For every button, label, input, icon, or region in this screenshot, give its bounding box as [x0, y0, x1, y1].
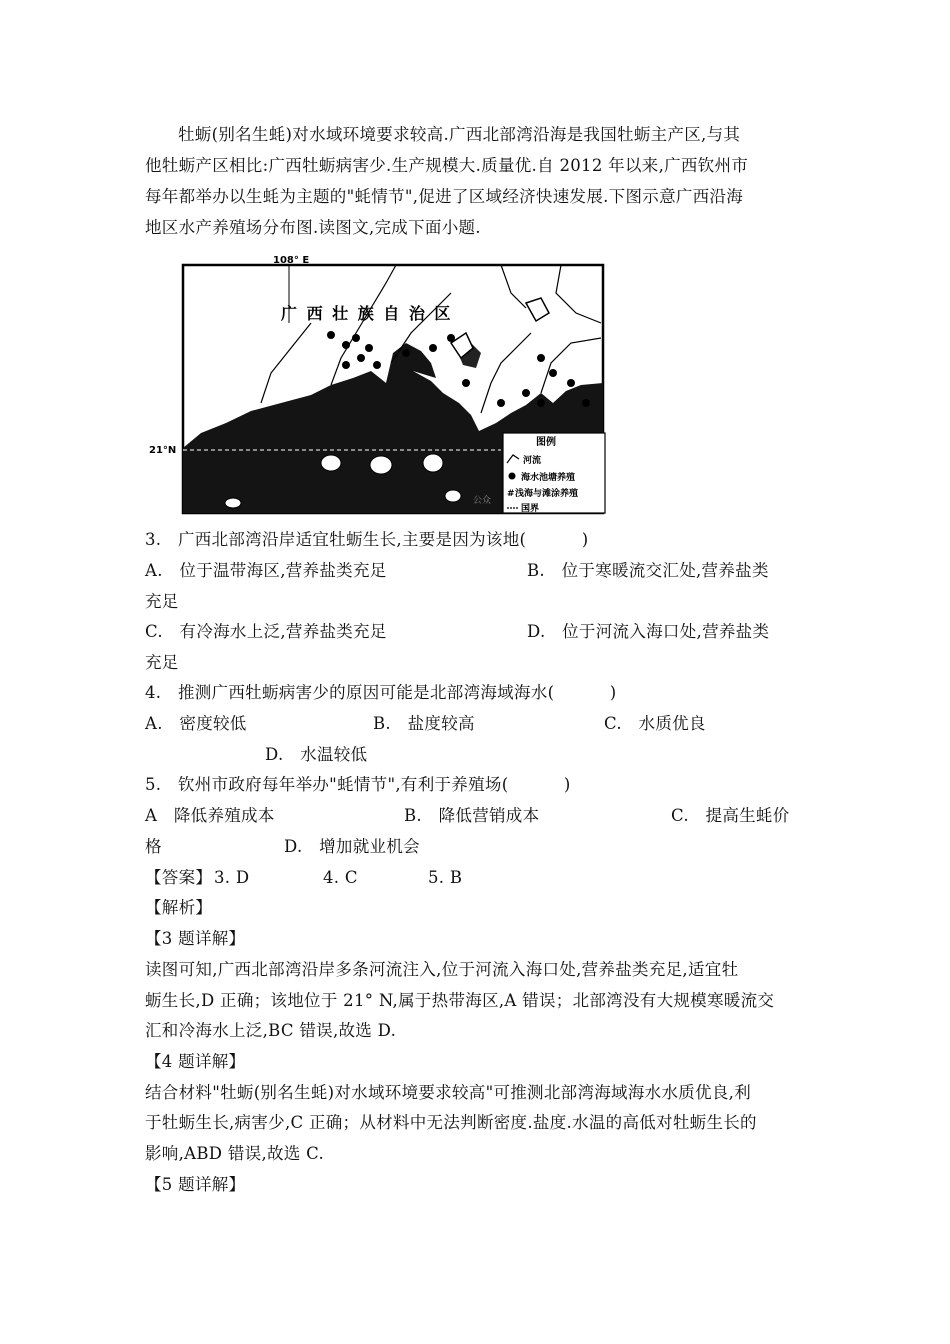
q4-option-c: C. 水质优良 [604, 714, 706, 733]
q3-option-c: C. 有冷海水上泛,营养盐类充足 [145, 622, 387, 641]
q5-option-a: A 降低养殖成本 [145, 806, 275, 825]
legend-pond: 海水池塘养殖 [521, 473, 576, 483]
q3-option-d-wrap: 充足 [145, 653, 179, 672]
longitude-label: 108° E [273, 255, 310, 266]
detail-4-title: 【4 题详解】 [145, 1052, 246, 1071]
q4-option-a: A. 密度较低 [145, 714, 247, 733]
answer-3: 3. D [214, 868, 250, 887]
q4-stem: 4. 推测广西牡蛎病害少的原因可能是北部湾海域海水( ) [145, 683, 617, 702]
detail-4-line-3: 影响,ABD 错误,故选 C. [145, 1144, 325, 1163]
answer-5: 5. B [428, 868, 463, 887]
q5-option-c: C. 提高生蚝价 [671, 806, 790, 825]
legend-river: 河流 [523, 456, 542, 466]
q3-option-a: A. 位于温带海区,营养盐类充足 [145, 561, 387, 580]
analysis-label: 【解析】 [145, 898, 213, 917]
detail-3-line-2: 蛎生长,D 正确；该地位于 21° N,属于热带海区,A 错误；北部湾没有大规模寒暖流交 [145, 991, 775, 1010]
answer-4: 4. C [323, 868, 358, 887]
q3-option-b: B. 位于寒暖流交汇处,营养盐类 [527, 561, 769, 580]
detail-3-line-3: 汇和冷海水上泛,BC 错误,故选 D. [145, 1021, 397, 1040]
q3-option-b-wrap: 充足 [145, 592, 179, 611]
svg-text:#: # [507, 489, 515, 499]
intro-line-2: 他牡蛎产区相比:广西牡蛎病害少.生产规模大.质量优.自 2012 年以来,广西钦州市 [145, 156, 749, 175]
detail-4-line-1: 结合材料"牡蛎(别名生蚝)对水域环境要求较高"可推测北部湾海域海水水质优良,利 [145, 1083, 751, 1102]
q3-option-d: D. 位于河流入海口处,营养盐类 [527, 622, 770, 641]
legend-title: 图例 [536, 437, 556, 448]
q4-option-d: D. 水温较低 [265, 745, 368, 764]
q5-stem: 5. 钦州市政府每年举办"蚝情节",有利于养殖场( ) [145, 775, 571, 794]
detail-3-title: 【3 题详解】 [145, 929, 246, 948]
q5-option-d: D. 增加就业机会 [284, 837, 420, 856]
watermark: 公众 [473, 496, 492, 506]
region-label: 广 西 壮 族 自 治 区 [281, 304, 453, 323]
q5-option-c-wrap: 格 [145, 837, 162, 856]
legend-shallow: 浅海与滩涂养殖 [515, 489, 579, 499]
answer-label: 【答案】 [145, 868, 213, 887]
q3-stem: 3. 广西北部湾沿岸适宜牡蛎生长,主要是因为该地( ) [145, 530, 589, 549]
q5-option-b: B. 降低营销成本 [404, 806, 540, 825]
intro-line-1: 牡蛎(别名生蚝)对水域环境要求较高.广西北部湾沿海是我国牡蛎主产区,与其 [178, 125, 741, 144]
detail-5-title: 【5 题详解】 [145, 1175, 246, 1194]
intro-line-4: 地区水产养殖场分布图.读图文,完成下面小题. [145, 218, 481, 237]
detail-3-line-1: 读图可知,广西北部湾沿岸多条河流注入,位于河流入海口处,营养盐类充足,适宜牡 [145, 960, 739, 979]
q4-option-b: B. 盐度较高 [373, 714, 475, 733]
aquaculture-map [149, 253, 606, 515]
latitude-label: 21°N [149, 445, 177, 456]
intro-line-3: 每年都举办以生蚝为主题的"蚝情节",促进了区域经济快速发展.下图示意广西沿海 [145, 187, 744, 206]
legend-border: 国界 [521, 504, 540, 514]
detail-4-line-2: 于牡蛎生长,病害少,C 正确；从材料中无法判断密度.盐度.水温的高低对牡蛎生长的 [145, 1113, 757, 1132]
